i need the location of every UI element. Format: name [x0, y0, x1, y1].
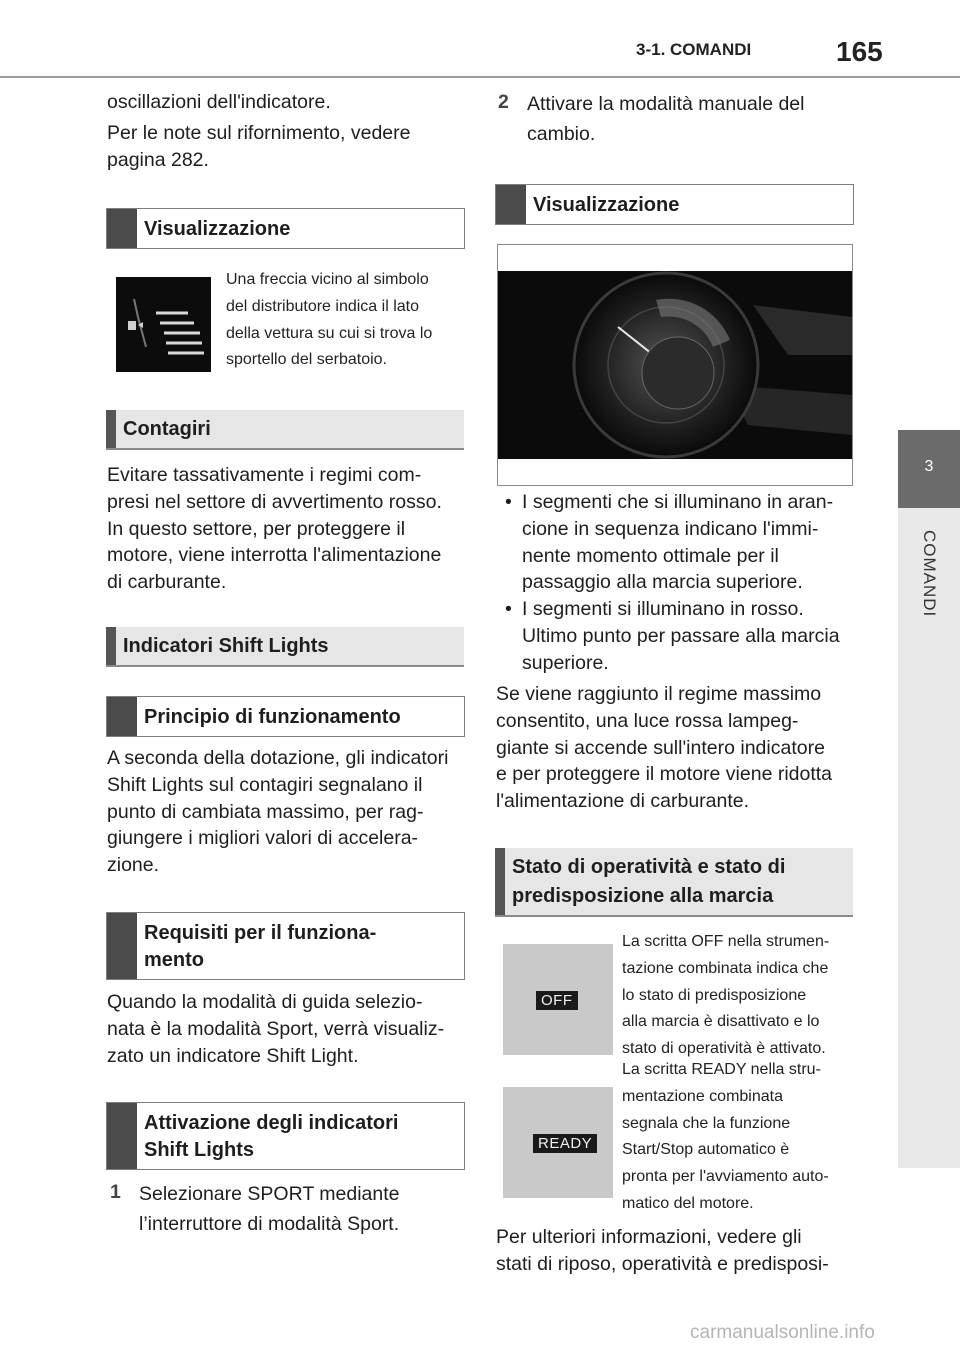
text-line: superiore.: [522, 651, 609, 674]
bullet-2: [505, 596, 512, 623]
text-line: stati di riposo, operatività e predisposi-: [496, 1252, 829, 1275]
step-number: 1: [110, 1181, 121, 1203]
heading-marker: [107, 913, 137, 979]
off-indicator-image: [503, 944, 613, 1055]
heading-marker: [495, 848, 505, 915]
header-rule: [0, 76, 960, 78]
final-paragraph: [496, 1224, 829, 1278]
text-line: Quando la modalità di guida selezio-: [107, 991, 423, 1013]
heading-line: Attivazione degli indicatori: [144, 1112, 399, 1134]
text-line: pagina 282.: [107, 148, 209, 171]
text-line: punto di cambiata massimo, per rag-: [107, 800, 424, 823]
bullet-2-text: [522, 596, 840, 676]
text-line: In questo settore, per proteggere il: [107, 517, 406, 540]
text-line: Selezionare SPORT mediante: [139, 1183, 400, 1205]
fuel-gauge-image: [116, 277, 211, 372]
text-line: mentazione combinata: [622, 1087, 783, 1105]
principio-paragraph: [107, 745, 448, 879]
heading-shift-lights: [106, 627, 464, 667]
text-line: Per le note sul rifornimento, vedere: [107, 121, 411, 144]
text-line: giungere i migliori valori di accelera-: [107, 827, 419, 850]
heading-line: predisposizione alla marcia: [512, 885, 774, 907]
text-line: consentito, una luce rossa lampeg-: [496, 709, 799, 732]
bullet-1: [505, 489, 512, 516]
chapter-number: 3: [924, 458, 934, 475]
text-line: l'alimentazione di carburante.: [496, 790, 750, 813]
text-line: Se viene raggiunto il regime massimo: [496, 683, 822, 705]
heading-text: Contagiri: [123, 418, 211, 440]
ready-indicator-image: [503, 1087, 613, 1198]
tachometer-graphic: [498, 245, 852, 485]
text-line: cione in sequenza indicano l'immi-: [522, 517, 819, 540]
text-line: Una freccia vicino al simbolo: [226, 271, 429, 288]
text-line: della vettura su cui si trova lo: [226, 324, 433, 342]
watermark: carmanualsonline.info: [690, 1322, 875, 1343]
bullet-marker: •: [505, 491, 512, 513]
text-line: Ultimo punto per passare alla marcia: [522, 624, 840, 647]
heading-text: Visualizzazione: [533, 194, 680, 216]
intro-paragraph: [107, 89, 411, 173]
text-line: segnala che la funzione: [622, 1114, 791, 1132]
text-line: di carburante.: [107, 571, 227, 594]
heading-line: mento: [144, 949, 204, 971]
text-line: A seconda della dotazione, gli indicatori: [107, 747, 449, 769]
text-line: matico del motore.: [622, 1194, 754, 1212]
heading-principio: [106, 696, 465, 737]
step-2-text: [527, 89, 805, 149]
heading-line: Requisiti per il funziona-: [144, 922, 377, 944]
heading-attivazione: [106, 1102, 465, 1170]
fuel-caption: [226, 267, 432, 374]
text-line: giante si accende sull'intero indicatore: [496, 736, 825, 759]
text-line: La scritta READY nella stru-: [622, 1061, 821, 1078]
bullet-marker: •: [505, 598, 512, 620]
fuel-gauge-icon: [116, 277, 211, 372]
heading-text: [144, 1110, 398, 1164]
ready-badge: READY: [533, 1134, 597, 1153]
text-line: Evitare tassativamente i regimi com-: [107, 464, 422, 486]
text-line: sportello del serbatoio.: [226, 351, 387, 369]
text-line: motore, viene interrotta l'alimentazione: [107, 544, 442, 567]
heading-stato: [495, 848, 853, 917]
text-line: nente momento ottimale per il: [522, 544, 779, 567]
heading-marker: [106, 627, 116, 665]
text-line: zione.: [107, 854, 160, 877]
text-line: I segmenti che si illuminano in aran-: [522, 491, 834, 513]
bullet-1-text: [522, 489, 833, 596]
text-line: tazione combinata indica che: [622, 959, 829, 977]
heading-line: Stato di operatività e stato di: [512, 856, 786, 878]
text-line: Attivare la modalità manuale del: [527, 93, 805, 115]
text-line: presi nel settore di avvertimento rosso.: [107, 490, 442, 513]
page-number: 165: [836, 36, 883, 67]
off-caption: [622, 929, 829, 1063]
section-title: 3-1. COMANDI: [636, 40, 752, 59]
step-1-text: [139, 1179, 400, 1239]
text-line: alla marcia è disattivato e lo: [622, 1013, 820, 1031]
heading-visualizzazione: [106, 208, 465, 249]
heading-marker: [107, 209, 137, 248]
text-line: zato un indicatore Shift Light.: [107, 1044, 359, 1067]
chapter-label: COMANDI: [920, 530, 939, 618]
tachometer-image: [497, 244, 853, 486]
text-line: del distributore indica il lato: [226, 297, 419, 315]
text-line: La scritta OFF nella strumen-: [622, 933, 830, 950]
heading-text: Principio di funzionamento: [144, 706, 401, 728]
text-line: Start/Stop automatico è: [622, 1141, 790, 1159]
heading-marker: [107, 697, 137, 736]
text-line: pronta per l'avviamento auto-: [622, 1168, 829, 1186]
ready-caption: [622, 1057, 829, 1218]
heading-visualizzazione-2: [495, 184, 854, 225]
step-1: [110, 1179, 121, 1206]
text-line: passaggio alla marcia superiore.: [522, 571, 803, 594]
step-number: 2: [498, 91, 509, 113]
text-line: stato di operatività è attivato.: [622, 1040, 826, 1058]
heading-line: Shift Lights: [144, 1139, 254, 1161]
heading-marker: [107, 1103, 137, 1169]
text-line: Per ulteriori informazioni, vedere gli: [496, 1226, 802, 1248]
heading-text: [144, 920, 376, 974]
text-line: lo stato di predisposizione: [622, 986, 807, 1004]
step-2: [498, 89, 509, 116]
text-line: nata è la modalità Sport, verrà visualiz-: [107, 1017, 445, 1040]
heading-contagiri: [106, 410, 464, 450]
contagiri-paragraph: [107, 462, 442, 596]
text-line: oscillazioni dell'indicatore.: [107, 91, 331, 113]
heading-text: [512, 853, 785, 911]
heading-marker: [106, 410, 116, 448]
regime-paragraph: [496, 681, 832, 815]
heading-requisiti: [106, 912, 465, 980]
requisiti-paragraph: [107, 989, 444, 1069]
text-line: I segmenti si illuminano in rosso.: [522, 598, 804, 620]
off-badge: OFF: [536, 991, 578, 1010]
heading-marker: [496, 185, 526, 224]
text-line: cambio.: [527, 123, 596, 145]
text-line: l’interruttore di modalità Sport.: [139, 1213, 400, 1235]
text-line: e per proteggere il motore viene ridotta: [496, 763, 833, 786]
text-line: Shift Lights sul contagiri segnalano il: [107, 773, 423, 796]
heading-text: Visualizzazione: [144, 218, 291, 240]
heading-text: Indicatori Shift Lights: [123, 635, 329, 657]
